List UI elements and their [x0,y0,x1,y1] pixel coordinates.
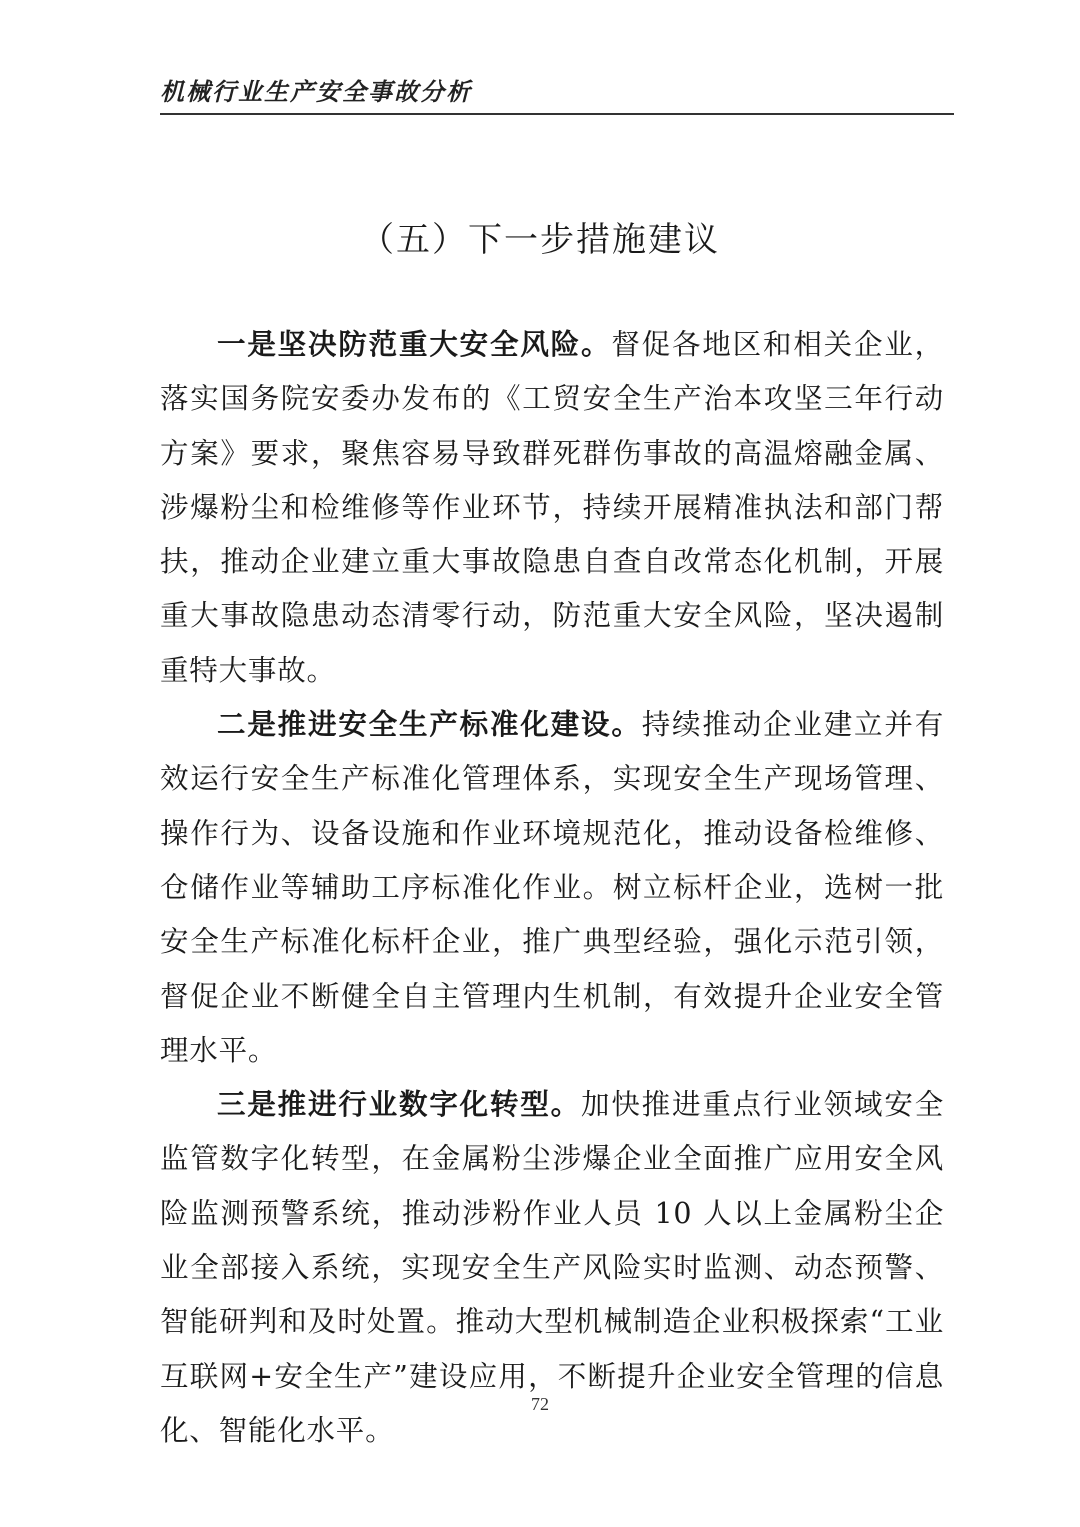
paragraph-2-text: 持续推动企业建立并有效运行安全生产标准化管理体系，实现安全生产现场管理、操作行为、设备设施和作业环境规范化，推动设备检维修、仓储作业等辅助工序标准化作业。树立标杆企业，选树一批安全生产标准化标杆企业，推广典型经验，强化示范引领，督促企业不断健全自主管理内生机制，有效提升企业安全管理水平。 [160,708,944,1067]
paragraph-1 [160,318,944,698]
paragraph-3-lead: 三是推进行业数字化转型。 [217,1088,582,1122]
paragraph-1-lead: 一是坚决防范重大安全风险。 [217,328,612,361]
paragraph-1-text: 督促各地区和相关企业，落实国务院安委办发布的《工贸安全生产治本攻坚三年行动方案》要求，聚焦容易导致群死群伤事故的高温熔融金属、涉爆粉尘和检维修等作业环节，持续开展精准执法和部门帮扶，推动企业建立重大事故隐患自查自改常态化机制，开展重大事故隐患动态清零行动，防范重大安全风险，坚决遏制重特大事故。 [160,328,944,687]
paragraph-2 [160,698,944,1078]
section-title: （五）下一步措施建议 [360,220,720,260]
header-rule [160,113,954,115]
running-header: 机械行业生产安全事故分析 [160,78,472,106]
paragraph-2-lead: 二是推进安全生产标准化建设。 [217,708,642,742]
body-text [160,318,944,1458]
paragraph-3-text: 加快推进重点行业领域安全监管数字化转型，在金属粉尘涉爆企业全面推广应用安全风险监测预警系统，推动涉粉作业人员 10 人以上金属粉尘企业全部接入系统，实现安全生产风险实时监测、动态预警、智能研判和及时处置。推动大型机械制造企业积极探索“工业互联网+安全生产”建设应用，不断提升企业安全管理的信息化、智能化水平。 [160,1088,944,1447]
page-number: 72 [531,1394,549,1414]
